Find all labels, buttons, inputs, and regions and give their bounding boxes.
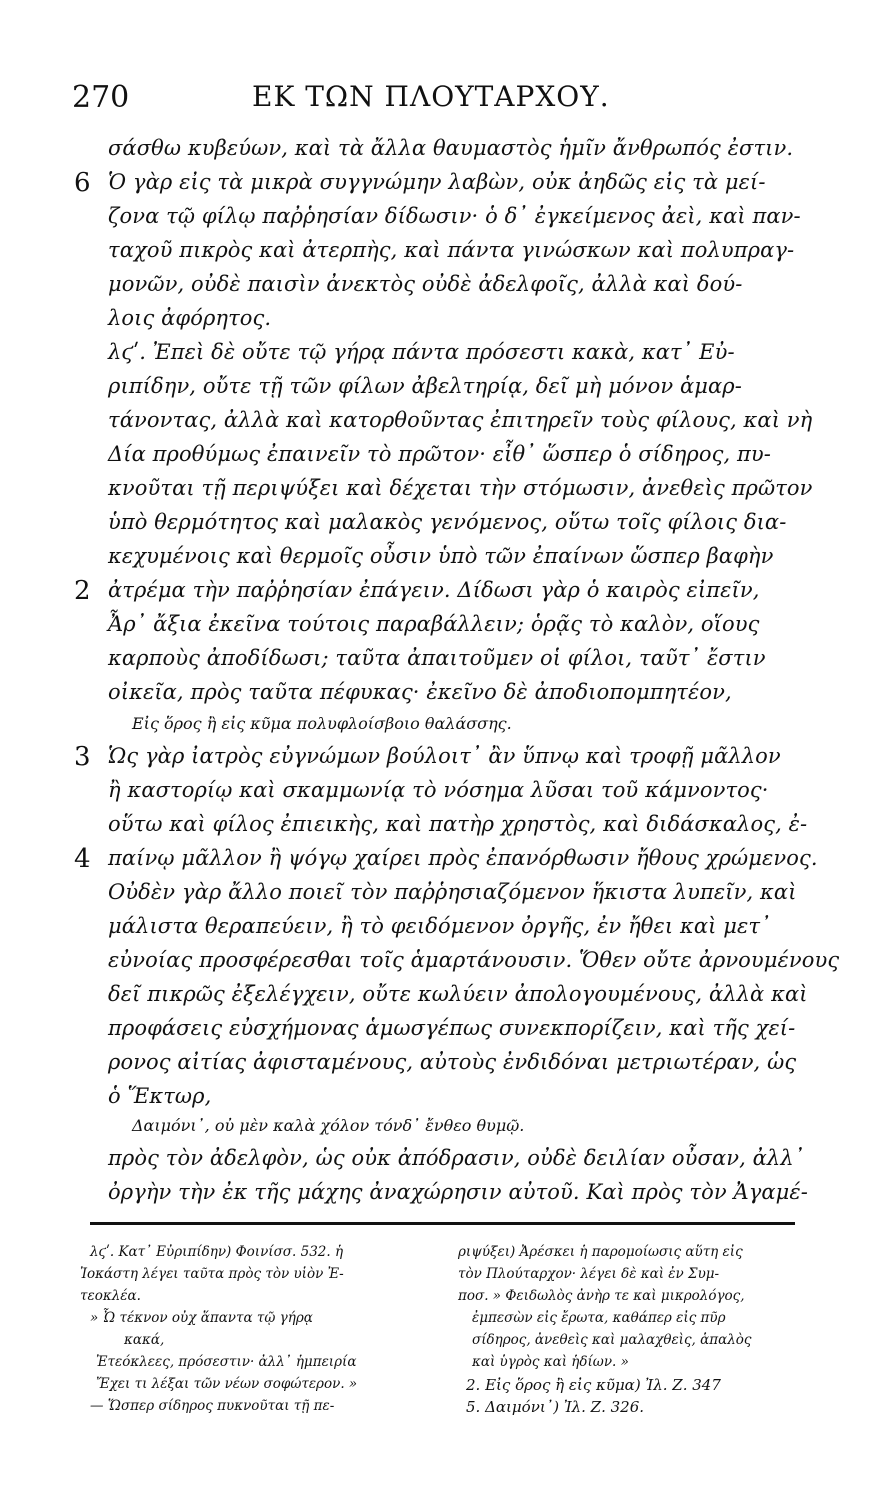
running-head — [0, 80, 869, 130]
text-line: μάλιστα θεραπεύειν, ἢ τὸ φειδόμενον ὀργῆς, ἐν ἤθει καὶ μετ᾽ — [108, 914, 771, 938]
verse-quote: Εἰς ὅρος ἢ εἰς κῦμα πολυφλοίσβοιο θαλάσσης. — [132, 714, 512, 733]
footnote-line: 5. Δαιμόνι᾽) Ἰλ. Ζ. 326. — [466, 1398, 645, 1416]
text-line: ταχοῦ πικρὸς καὶ ἀτερπὴς, καὶ πάντα γινώσκων καὶ πολυπραγ- — [108, 238, 795, 262]
text-line: ἀτρέμα τὴν παῤῥησίαν ἐπάγειν. Δίδωσι γὰρ ὁ καιρὸς εἰπεῖν, — [108, 578, 760, 602]
text-line: ζονα τῷ φίλῳ παῤῥησίαν δίδωσιν· ὁ δ᾽ ἐγκείμενος ἀεὶ, καὶ παν- — [108, 204, 801, 228]
footnote-line: σίδηρος, ἀνεθεὶς καὶ μαλαχθεὶς, ἁπαλὸς — [472, 1332, 752, 1348]
footnote-line: λϛʹ. Κατ᾽ Εὐριπίδην) Φοινίσσ. 532. ἡ — [90, 1244, 344, 1260]
page-number: 270 — [72, 80, 130, 115]
footnote-line: κακά, — [124, 1332, 165, 1348]
text-line: Δία προθύμως ἐπαινεῖν τὸ πρῶτον· εἶθ᾽ ὥσπερ ὁ σίδηρος, πυ- — [108, 442, 771, 466]
footnote-line: τὸν Πλούταρχον· λέγει δὲ καὶ ἐν Συμ- — [458, 1266, 720, 1282]
text-line: τάνοντας, ἀλλὰ καὶ κατορθοῦντας ἐπιτηρεῖν τοὺς φίλους, καὶ νὴ — [108, 408, 813, 432]
section-number: 2 — [74, 576, 91, 606]
text-line: παίνῳ μᾶλλον ἢ ψόγῳ χαίρει πρὸς ἐπανόρθωσιν ἤθους χρώμενος. — [108, 846, 818, 870]
footnote-rule — [90, 1222, 795, 1225]
footnote-line: — Ὥσπερ σίδηρος πυκνοῦται τῇ πε- — [90, 1398, 335, 1414]
text-line: κνοῦται τῇ περιψύξει καὶ δέχεται τὴν στόμωσιν, ἀνεθεὶς πρῶτον — [108, 476, 813, 500]
text-line: σάσθω κυβεύων, καὶ τὰ ἄλλα θαυμαστὸς ἡμῖν ἄνθρωπός ἐστιν. — [108, 136, 794, 160]
verse-quote: Δαιμόνι᾽, οὐ μὲν καλὰ χόλον τόνδ᾽ ἔνθεο θυμῷ. — [132, 1116, 525, 1135]
section-number: 3 — [74, 742, 91, 772]
footnote-line: ἐμπεσὼν εἰς ἔρωτα, καθάπερ εἰς πῦρ — [472, 1310, 726, 1326]
footnote-line: 2. Εἰς ὅρος ἢ εἰς κῦμα) Ἰλ. Ζ. 347 — [466, 1376, 721, 1394]
footnote-line: Ἐτεόκλεες, πρόσεστιν· ἀλλ᾽ ἡμπειρία — [96, 1354, 357, 1370]
footnote-line: ριψύξει) Ἀρέσκει ἡ παρομοίωσις αὕτη εἰς — [458, 1244, 743, 1260]
footnote-line: Ἰοκάστη λέγει ταῦτα πρὸς τὸν υἱὸν Ἐ- — [80, 1266, 344, 1282]
footnote-line: Ἔχει τι λέξαι τῶν νέων σοφώτερον. » — [96, 1376, 358, 1392]
text-line: λοις ἀφόρητος. — [108, 306, 272, 330]
running-title: ΕΚ ΤΩΝ ΠΛΟΥΤΑΡΧΟΥ. — [252, 80, 610, 113]
text-line: κεχυμένοις καὶ θερμοῖς οὖσιν ὑπὸ τῶν ἐπαίνων ὥσπερ βαφὴν — [108, 544, 774, 568]
footnote-line: καὶ ὑγρὸς καὶ ἡδίων. » — [472, 1354, 629, 1370]
text-line: εὐνοίας προσφέρεσθαι τοῖς ἁμαρτάνουσιν. Ὅθεν οὔτε ἀρνουμένους — [108, 948, 840, 972]
text-line: ρονος αἰτίας ἀφισταμένους, αὐτοὺς ἐνδιδόναι μετριωτέραν, ὡς — [108, 1050, 797, 1074]
text-line: ριπίδην, οὔτε τῇ τῶν φίλων ἀβελτηρίᾳ, δεῖ μὴ μόνον ἁμαρ- — [108, 374, 742, 398]
section-number: 6 — [74, 168, 91, 198]
text-line: ὑπὸ θερμότητος καὶ μαλακὸς γενόμενος, οὕτω τοῖς φίλοις δια- — [108, 510, 787, 534]
section-number: 4 — [74, 844, 91, 874]
text-line: ὁ Ἕκτωρ, — [108, 1084, 212, 1108]
footnote-line: » Ὦ τέκνον οὐχ ἅπαντα τῷ γήρᾳ — [90, 1310, 313, 1326]
text-line: προφάσεις εὐσχήμονας ἁμωσγέπως συνεκπορίζειν, καὶ τῆς χεί- — [108, 1016, 796, 1040]
text-line: οὕτω καὶ φίλος ἐπιεικὴς, καὶ πατὴρ χρηστὸς, καὶ διδάσκαλος, ἐ- — [108, 812, 808, 836]
text-line: δεῖ πικρῶς ἐξελέγχειν, οὔτε κωλύειν ἀπολογουμένους, ἀλλὰ καὶ — [108, 982, 808, 1006]
text-line: ἢ καστορίῳ καὶ σκαμμωνίᾳ τὸ νόσημα λῦσαι τοῦ κάμνοντος· — [108, 778, 769, 802]
footnote-line: τεοκλέα. — [80, 1288, 141, 1304]
text-line: μονῶν, οὐδὲ παισὶν ἀνεκτὸς οὐδὲ ἀδελφοῖς, ἀλλὰ καὶ δού- — [108, 272, 743, 296]
text-line: Ἆρ᾽ ἄξια ἐκεῖνα τούτοις παραβάλλειν; ὁρᾷς τὸ καλὸν, οἵους — [108, 612, 760, 636]
text-line: Ὡς γὰρ ἰατρὸς εὐγνώμων βούλοιτ᾽ ἂν ὕπνῳ καὶ τροφῇ μᾶλλον — [108, 744, 781, 768]
text-line: οἰκεῖα, πρὸς ταῦτα πέφυκας· ἐκεῖνο δὲ ἀποδιοπομπητέον, — [108, 680, 732, 704]
text-line: Οὐδὲν γὰρ ἄλλο ποιεῖ τὸν παῤῥησιαζόμενον ἥκιστα λυπεῖν, καὶ — [108, 880, 797, 904]
text-line: καρποὺς ἀποδίδωσι; ταῦτα ἀπαιτοῦμεν οἱ φίλοι, ταῦτ᾽ ἔστιν — [108, 646, 766, 670]
text-line: λϛʹ. Ἐπεὶ δὲ οὔτε τῷ γήρᾳ πάντα πρόσεστι κακὰ, κατ᾽ Εὐ- — [108, 340, 735, 364]
footnote-line: ποσ. » Φειδωλὸς ἀνὴρ τε καὶ μικρολόγος, — [458, 1288, 745, 1304]
text-line: ὀργὴν τὴν ἐκ τῆς μάχης ἀναχώρησιν αὐτοῦ. Καὶ πρὸς τὸν Ἀγαμέ- — [108, 1180, 808, 1204]
text-line: πρὸς τὸν ἀδελφὸν, ὡς οὐκ ἀπόδρασιν, οὐδὲ δειλίαν οὖσαν, ἀλλ᾽ — [108, 1146, 805, 1170]
text-line: Ὁ γὰρ εἰς τὰ μικρὰ συγγνώμην λαβὼν, οὐκ ἀηδῶς εἰς τὰ μεί- — [108, 170, 766, 194]
